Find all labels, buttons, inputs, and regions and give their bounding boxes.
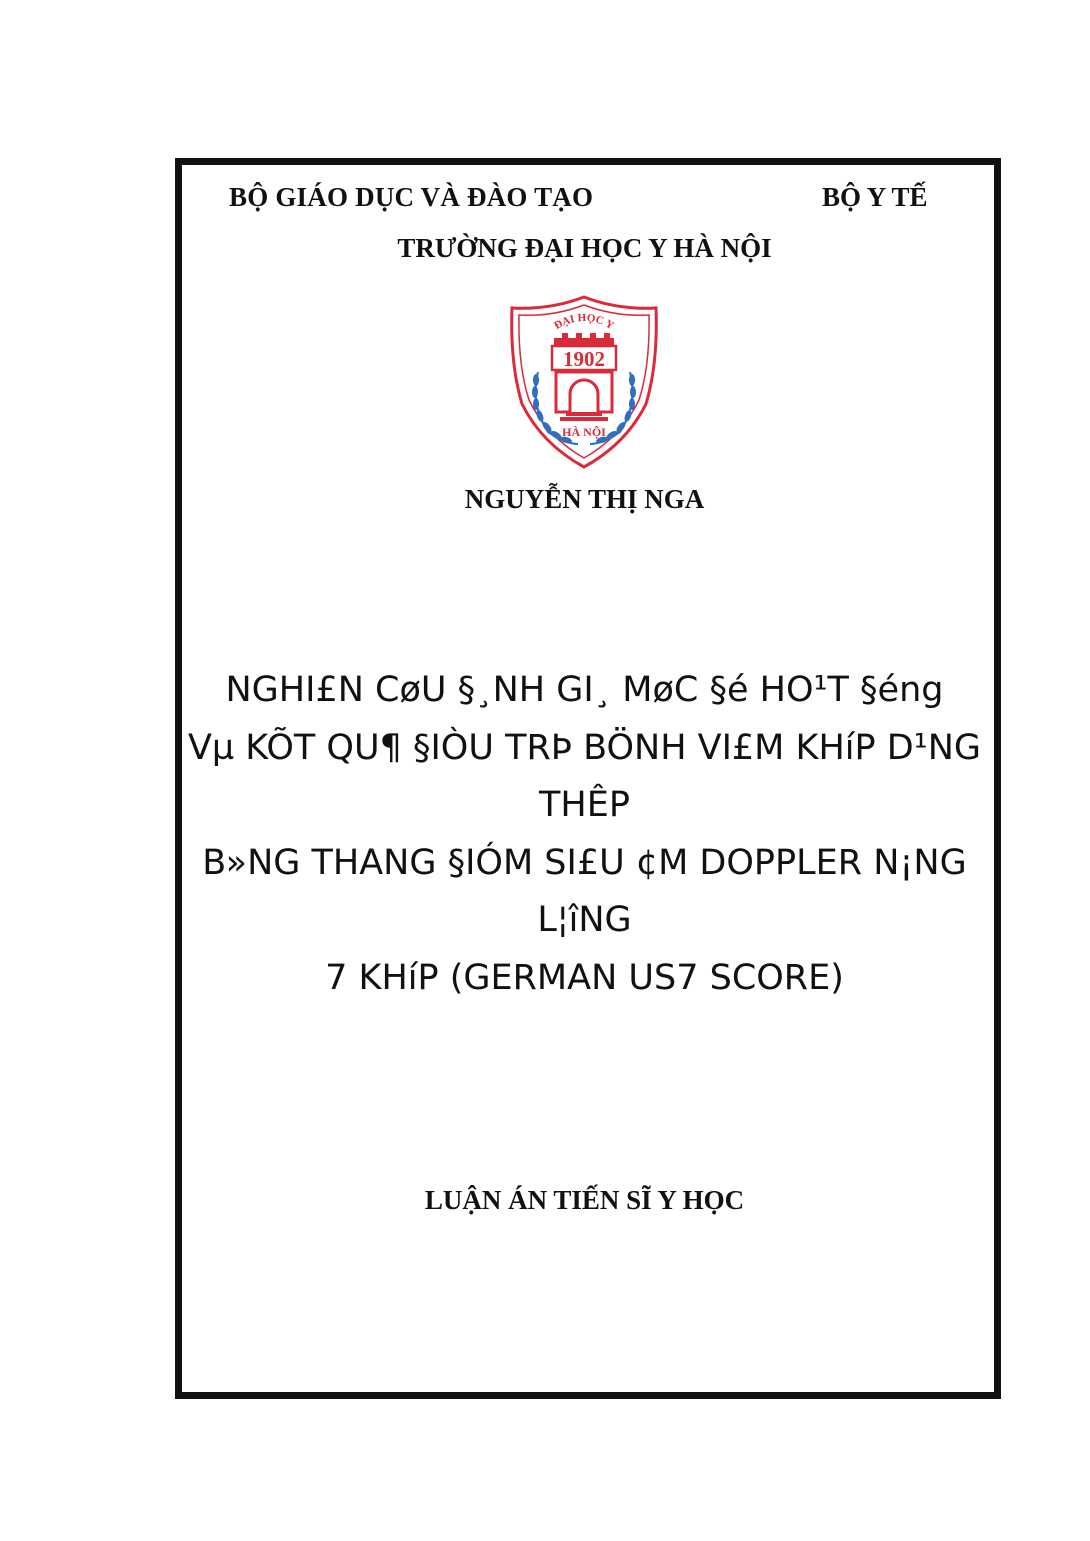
university-name: TRƯỜNG ĐẠI HỌC Y HÀ NỘI [397,233,772,263]
thesis-title-line: Vµ KÕT QU¶ §IÒU TRÞ BÖNH VI£M KHíP D¹NG [187,727,982,768]
logo-top-text: ĐẠI HỌC Y [552,311,616,333]
thesis-title-line: L¦îNG [537,900,632,940]
logo-bottom-text: HÀ NỘI [562,425,606,439]
thesis-title [182,662,987,1007]
thesis-title-line: NGHI£N CøU §¸NH GI¸ MøC §é HO¹T §éng [225,670,944,710]
ministry-education-label: BỘ GIÁO DỤC VÀ ĐÀO TẠO [229,182,594,212]
ministry-health-label: BỘ Y TẾ [822,182,928,212]
thesis-title-line: THÊP [539,785,630,825]
degree-label: LUẬN ÁN TIẾN SĨ Y HỌC [424,1185,745,1215]
thesis-title-line: B»NG THANG §IÓM SI£U ¢M DOPPLER N¡NG [202,842,967,883]
logo-year: 1902 [563,347,605,371]
author-name: NGUYỄN THỊ NGA [464,484,705,514]
university-logo [508,294,660,470]
thesis-title-line: 7 KHíP (GERMAN US7 SCORE) [325,957,844,998]
